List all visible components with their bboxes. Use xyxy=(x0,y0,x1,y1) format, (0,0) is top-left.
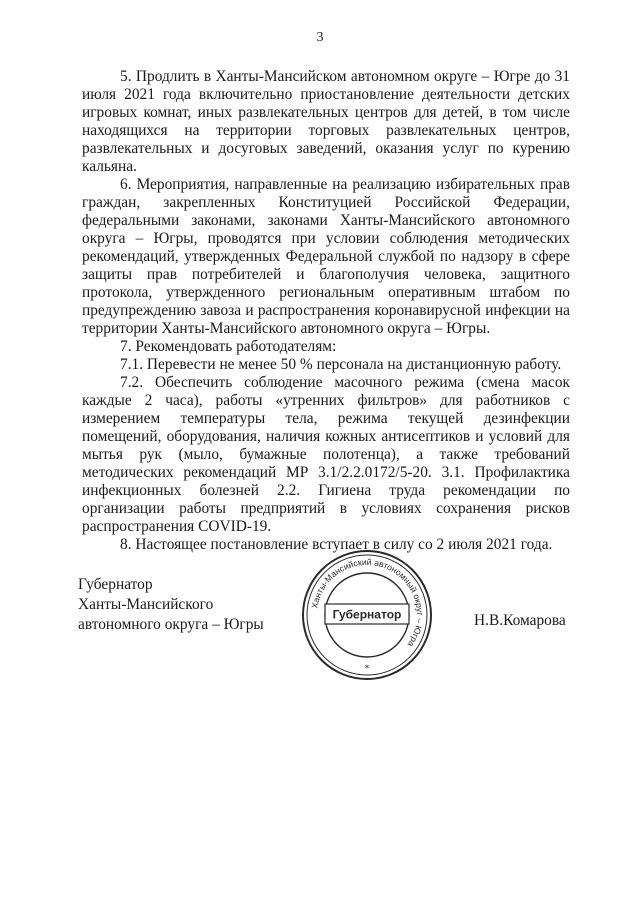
page-number: 3 xyxy=(316,30,324,45)
paragraph-8: 8. Настоящее постановление вступает в силу со 2 июля 2021 года. xyxy=(120,536,553,553)
seal-star-icon: * xyxy=(364,664,370,674)
signer-name: Н.В.Комарова xyxy=(474,612,566,629)
paragraph-7-2: 7.2. Обеспечить соблюдение масочного режима (смена масок каждые 2 часа), работы «утренних фильтров» для работников с измерением температуры тела, режима текущей дезинфекции помещений, оборудования, наличия кожных антисептиков и условий для мытья рук (мыло, бумажные полотенца), а также требований методических рекомендаций МР 3.1/2.2.0172/5-20. 3.1. Профилактика инфекционных болезней 2.2. Гигиена труда рекомендации по организации работы предприятий в условиях сохранения рисков распространения COVID-19. xyxy=(82,374,570,535)
seal-center-text: Губернатор xyxy=(332,607,402,622)
signer-title-line-2: Ханты-Мансийского xyxy=(78,596,214,613)
paragraph-5: 5. Продлить в Ханты-Мансийском автономном округе – Югре до 31 июля 2021 года включительно приостановление деятельности детских игровых комнат, иных развлекательных центров для детей, в том числе находящихся на территории торговых развлекательных центров, развлекательных и досуговых заведений, оказания услуг по курению кальяна. xyxy=(82,68,570,175)
document-body xyxy=(82,68,570,554)
signer-title-line-1: Губернатор xyxy=(78,576,153,593)
seal-ring-text: Ханты-Мансийский автономный округ – Югра xyxy=(309,556,426,649)
signature-block xyxy=(78,575,264,635)
paragraph-6: 6. Мероприятия, направленные на реализацию избирательных прав граждан, закрепленных Конституцией Российской Федерации, федеральными законами, законами Ханты-Мансийского автономного округа – Югры, проводятся при условии соблюдения методических рекомендаций, утвержденных Федеральной службой по надзору в сфере защиты прав потребителей и благополучия человека, защитного протокола, утвержденного региональным оперативным штабом по предупреждению завоза и распространения коронавирусной инфекции на территории Ханты-Мансийского автономного округа – Югры. xyxy=(82,176,570,337)
official-seal xyxy=(299,547,435,683)
paragraph-7: 7. Рекомендовать работодателям: xyxy=(120,338,337,355)
paragraph-7-1: 7.1. Перевести не менее 50 % персонала на дистанционную работу. xyxy=(120,356,562,373)
signer-title-line-3: автономного округа – Югры xyxy=(78,616,264,633)
